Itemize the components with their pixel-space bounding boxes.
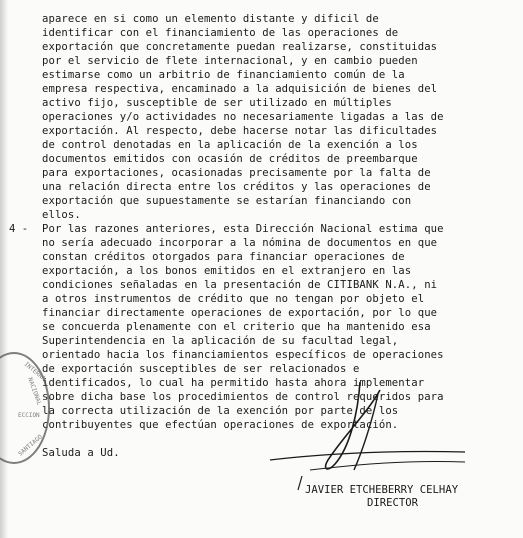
stamp-text: SANTIAGO (17, 433, 44, 458)
text-line: exportación que concretamente puedan realizarse, constituidas (42, 41, 438, 53)
text-line: no sería adecuado incorporar a la nómina de documentos en que (42, 237, 438, 249)
signatory-title: DIRECTOR (367, 497, 419, 509)
text-line: Por las razones anteriores, esta Dirección Nacional estima que (42, 223, 444, 235)
text-line: sobre dicha base los procedimientos de control requeridos para (42, 391, 444, 403)
text-line: documentos emitidos con ocasión de créditos de preembarque (42, 153, 418, 165)
text-line: identificados, lo cual ha permitido hasta ahora implementar (42, 377, 425, 389)
text-line: de control denotadas en la aplicación de la exención a los (42, 139, 418, 151)
text-line: orientado hacia los financiamientos específicos de operaciones (42, 349, 444, 361)
text-line: identificar con el financiamiento de las operaciones de (42, 27, 399, 39)
signatory-name: JAVIER ETCHEBERRY CELHAY (305, 484, 459, 496)
closing-salutation: Saluda a Ud. (42, 447, 120, 459)
text-line: para exportaciones, ocasionadas precisamente por la falta de (42, 167, 431, 179)
text-line: activo fijo, susceptible de ser utilizado en múltiples (42, 97, 392, 109)
stamp-text: INTERNA (22, 360, 47, 383)
text-line: empresa respectiva, encaminado a la adquisición de bienes del (42, 83, 438, 95)
text-line: estimarse como un arbitrio de financiamiento común de la (42, 69, 405, 81)
text-line: ellos. (42, 209, 81, 221)
text-line: una relación directa entre los créditos y las operaciones de (42, 181, 431, 193)
text-line: Superintendencia en la aplicación de su facultad legal, (42, 335, 399, 347)
text-line: se concuerda plenamente con el criterio que ha mantenido esa (42, 321, 431, 333)
stamp-text: NACIONAL (26, 376, 43, 407)
text-line: contribuyentes que efectúan operaciones de exportación. (42, 419, 399, 431)
text-line: de exportación susceptibles de ser relacionados e (42, 363, 360, 375)
text-line: a otros instrumentos de crédito que no tengan por objeto el (42, 293, 425, 305)
paragraph-number: 4 - (9, 223, 29, 235)
text-line: exportación que supuestamente se estarían financiando con (42, 195, 412, 207)
text-line: condiciones señaladas en la presentación de CITIBANK N.A., ni (42, 279, 438, 291)
text-line: constan créditos otorgados para financiar operaciones de (42, 251, 405, 263)
text-line: financiar directamente operaciones de exportación, por lo que (42, 307, 438, 319)
text-line: la correcta utilización de la exención por parte de los (42, 405, 399, 417)
text-line: exportación. Al respecto, debe hacerse notar las dificultades (42, 125, 438, 137)
stamp-text: ECCION (18, 412, 40, 419)
handwritten-signature (250, 372, 480, 492)
text-line: exportación, a los bonos emitidos en el extranjero en las (42, 265, 412, 277)
text-line: por el servicio de flete internacional, y en cambio pueden (42, 55, 418, 67)
text-line: aparece en si como un elemento distante y dificil de (42, 13, 379, 25)
text-line: operaciones y/o actividades no necesariamente ligadas a las de (42, 111, 444, 123)
